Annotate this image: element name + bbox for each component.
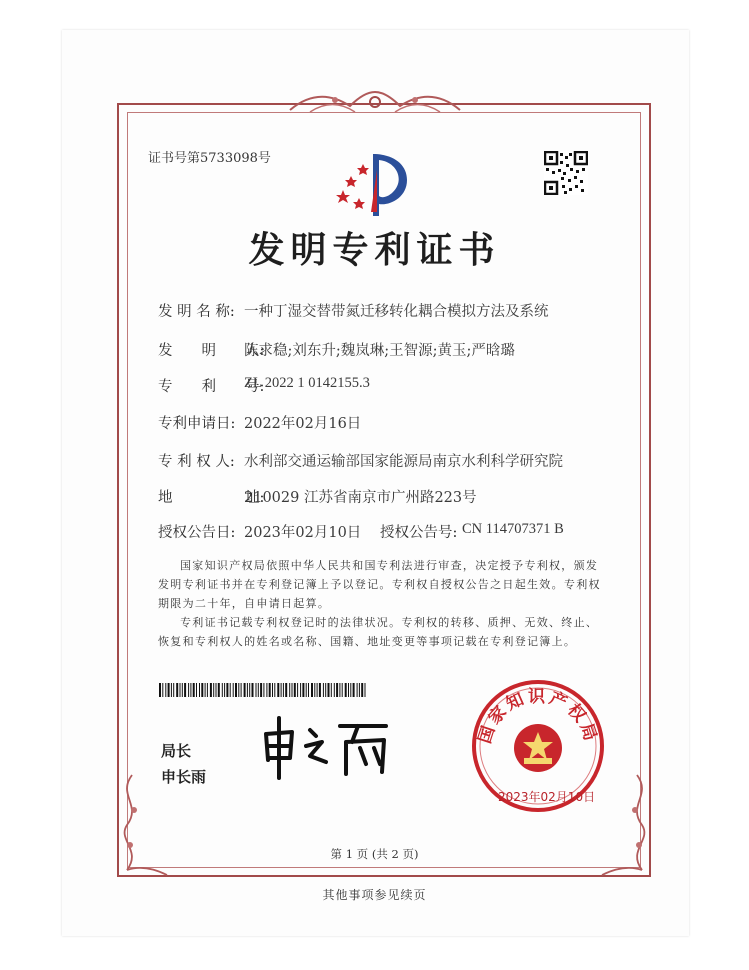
top-ornament [280,88,470,118]
filing-date-label: 专利申请日: [158,416,236,432]
legal-status-paragraph: 专利证书记载专利权登记时的法律状况。专利权的转移、质押、无效、终止、恢复和专利权人的姓名或名称、国籍、地址变更等事项记载在专利登记簿上。 [158,616,599,648]
qr-code [544,151,588,195]
grant-date-value: 2023年02月10日 [244,525,362,541]
certificate-title: 发明专利证书 [248,230,501,271]
grant-no-label: 授权公告号: [380,525,458,541]
address-label: 地 址: [158,490,265,506]
footer-note: 其他事项参见续页 [322,888,427,902]
director-title: 局长 [161,742,192,760]
cnipa-logo-icon [335,150,415,220]
page-number: 第 1 页 (共 2 页) [330,847,419,861]
inventors-label: 发 明 人: [158,343,265,359]
grant-date-label: 授权公告日: [158,525,236,541]
patent-no-value: ZL 2022 1 0142155.3 [244,375,370,391]
barcode [159,683,369,697]
inventors-value: 陈求稳;刘东升;魏岚琳;王智源;黄玉;严晗璐 [244,343,515,359]
certificate-number: 证书号第5733098号 [148,151,271,166]
svg-text:国家知识产权局: 国家知识产权局 [475,687,601,747]
patent-no-label: 专 利 号: [158,379,265,395]
patentee-value: 水利部交通运输部国家能源局南京水利科学研究院 [244,454,563,470]
patentee-label: 专 利 权 人: [158,454,235,470]
filing-date-value: 2022年02月16日 [244,416,362,432]
director-name: 申长雨 [161,768,207,786]
invention-name-label: 发 明 名 称: [158,304,235,320]
grant-no-value: CN 114707371 B [462,521,564,537]
director-signature [258,712,398,782]
seal-date: 2023年02月10日 [498,790,596,804]
grant-statement-paragraph: 国家知识产权局依照中华人民共和国专利法进行审查，决定授予专利权，颁发发明专利证书并在专利登记簿上予以登记。专利权自授权公告之日起生效。专利权期限为二十年，自申请日起算。 [158,559,601,610]
invention-name-value: 一种丁湿交替带氮迁移转化耦合模拟方法及系统 [244,304,549,320]
address-value: 210029 江苏省南京市广州路223号 [244,490,477,506]
